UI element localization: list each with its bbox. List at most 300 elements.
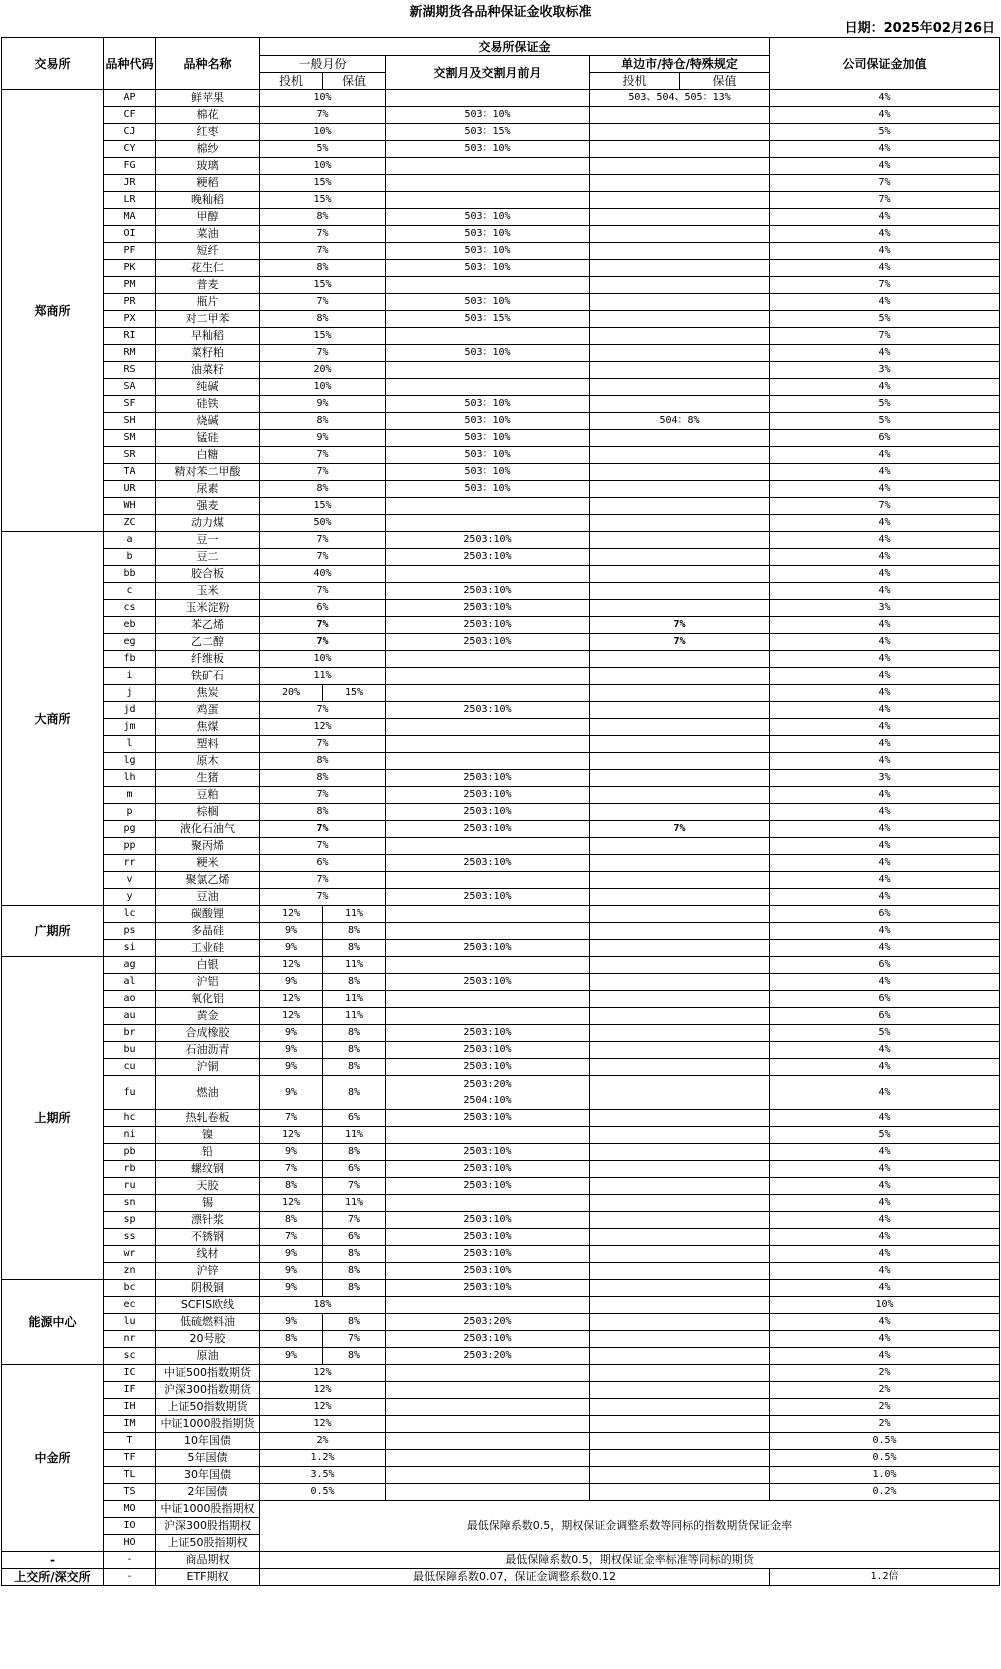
name-cell: 铁矿石 bbox=[156, 668, 260, 685]
table-row bbox=[2, 243, 1000, 260]
delivery-margin-cell: 2503:10% bbox=[386, 1025, 590, 1042]
general-margin-cell: 12% bbox=[260, 1399, 386, 1416]
code-cell: zn bbox=[104, 1263, 156, 1280]
name-cell: 5年国债 bbox=[156, 1450, 260, 1467]
special-margin-cell: 7% bbox=[590, 821, 770, 838]
table-row bbox=[2, 872, 1000, 889]
table-row bbox=[2, 566, 1000, 583]
table-row bbox=[2, 362, 1000, 379]
company-add-cell: 4% bbox=[770, 226, 1000, 243]
special-margin-cell bbox=[590, 464, 770, 481]
table-row bbox=[2, 396, 1000, 413]
code-cell: IF bbox=[104, 1382, 156, 1399]
special-margin-cell bbox=[590, 141, 770, 158]
delivery-margin-cell: 503：10% bbox=[386, 464, 590, 481]
delivery-margin-cell: 503：15% bbox=[386, 311, 590, 328]
name-cell: 尿素 bbox=[156, 481, 260, 498]
delivery-margin-cell bbox=[386, 872, 590, 889]
table-row bbox=[2, 158, 1000, 175]
general-margin-cell: 50% bbox=[260, 515, 386, 532]
name-cell: 中证1000股指期权 bbox=[156, 1501, 260, 1518]
name-cell: 石油沥青 bbox=[156, 1042, 260, 1059]
code-cell: TF bbox=[104, 1450, 156, 1467]
option-note-cell: 最低保障系数0.5，期权保证金调整系数等同标的指数期货保证金率 bbox=[260, 1501, 1000, 1552]
company-add-cell: 4% bbox=[770, 889, 1000, 906]
name-cell: 豆油 bbox=[156, 889, 260, 906]
delivery-margin-cell bbox=[386, 1416, 590, 1433]
special-margin-cell bbox=[590, 379, 770, 396]
special-margin-cell bbox=[590, 787, 770, 804]
spec-margin-cell: 9% bbox=[260, 1025, 323, 1042]
name-cell: 螺纹钢 bbox=[156, 1161, 260, 1178]
table-row bbox=[2, 1552, 1000, 1569]
hedge-margin-cell: 11% bbox=[323, 991, 386, 1008]
name-cell: 铅 bbox=[156, 1144, 260, 1161]
hedge-margin-cell: 8% bbox=[323, 1025, 386, 1042]
table-row bbox=[2, 1246, 1000, 1263]
special-margin-cell bbox=[590, 1263, 770, 1280]
general-margin-cell: 7% bbox=[260, 549, 386, 566]
company-add-cell: 4% bbox=[770, 294, 1000, 311]
company-add-cell: 0.5% bbox=[770, 1450, 1000, 1467]
name-cell: 沪铝 bbox=[156, 974, 260, 991]
name-cell: 合成橡胶 bbox=[156, 1025, 260, 1042]
hedge-margin-cell: 8% bbox=[323, 1263, 386, 1280]
header-code: 品种代码 bbox=[104, 38, 156, 90]
hedge-margin-cell: 7% bbox=[323, 1178, 386, 1195]
company-add-cell: 0.2% bbox=[770, 1484, 1000, 1501]
name-cell: 20号胶 bbox=[156, 1331, 260, 1348]
table-row bbox=[2, 175, 1000, 192]
delivery-line: 2503:20% bbox=[463, 1078, 512, 1090]
code-cell: b bbox=[104, 549, 156, 566]
code-cell: ru bbox=[104, 1178, 156, 1195]
delivery-margin-cell: 2503:10% bbox=[386, 1246, 590, 1263]
general-margin-cell: 6% bbox=[260, 600, 386, 617]
hedge-margin-cell: 8% bbox=[323, 1144, 386, 1161]
name-cell: 苯乙烯 bbox=[156, 617, 260, 634]
general-margin-cell: 7% bbox=[260, 107, 386, 124]
header-exchange: 交易所 bbox=[2, 38, 104, 90]
name-cell: 工业硅 bbox=[156, 940, 260, 957]
delivery-margin-cell bbox=[386, 668, 590, 685]
code-cell: T bbox=[104, 1433, 156, 1450]
table-row bbox=[2, 430, 1000, 447]
table-row bbox=[2, 770, 1000, 787]
company-add-cell: 4% bbox=[770, 379, 1000, 396]
hedge-margin-cell: 8% bbox=[323, 1246, 386, 1263]
special-margin-cell bbox=[590, 1433, 770, 1450]
exchange-cell: 能源中心 bbox=[2, 1280, 104, 1365]
header-spec2: 投机 bbox=[590, 73, 680, 90]
name-cell: 普麦 bbox=[156, 277, 260, 294]
delivery-margin-cell: 503：10% bbox=[386, 447, 590, 464]
delivery-margin-cell: 2503:10% bbox=[386, 804, 590, 821]
delivery-margin-cell: 503：10% bbox=[386, 209, 590, 226]
code-cell: br bbox=[104, 1025, 156, 1042]
header-hedge2: 保值 bbox=[680, 73, 770, 90]
delivery-margin-cell bbox=[386, 1297, 590, 1314]
general-margin-cell: 12% bbox=[260, 1365, 386, 1382]
name-cell: 原油 bbox=[156, 1348, 260, 1365]
name-cell: 胶合板 bbox=[156, 566, 260, 583]
code-cell: rr bbox=[104, 855, 156, 872]
table-row bbox=[2, 1144, 1000, 1161]
delivery-margin-cell: 503：10% bbox=[386, 396, 590, 413]
hedge-margin-cell: 8% bbox=[323, 923, 386, 940]
special-margin-cell bbox=[590, 209, 770, 226]
code-cell: eb bbox=[104, 617, 156, 634]
margin-table bbox=[1, 37, 1000, 1586]
code-cell: SM bbox=[104, 430, 156, 447]
code-cell: a bbox=[104, 532, 156, 549]
name-cell: 短纤 bbox=[156, 243, 260, 260]
delivery-margin-cell bbox=[386, 685, 590, 702]
delivery-margin-cell: 503：10% bbox=[386, 141, 590, 158]
general-margin-cell: 7% bbox=[260, 617, 386, 634]
company-add-cell: 4% bbox=[770, 974, 1000, 991]
code-cell: cu bbox=[104, 1059, 156, 1076]
code-cell: MA bbox=[104, 209, 156, 226]
spec-margin-cell: 12% bbox=[260, 1195, 323, 1212]
company-add-cell: 4% bbox=[770, 107, 1000, 124]
general-margin-cell: 7% bbox=[260, 532, 386, 549]
special-margin-cell bbox=[590, 1127, 770, 1144]
special-margin-cell bbox=[590, 991, 770, 1008]
company-add-cell: 4% bbox=[770, 532, 1000, 549]
general-margin-cell: 7% bbox=[260, 702, 386, 719]
company-add-cell: 4% bbox=[770, 260, 1000, 277]
special-margin-cell bbox=[590, 1042, 770, 1059]
special-margin-cell bbox=[590, 736, 770, 753]
delivery-margin-cell bbox=[386, 175, 590, 192]
name-cell: 原木 bbox=[156, 753, 260, 770]
code-cell: ag bbox=[104, 957, 156, 974]
code-cell: MO bbox=[104, 1501, 156, 1518]
name-cell: 棕榈 bbox=[156, 804, 260, 821]
hedge-margin-cell: 11% bbox=[323, 1195, 386, 1212]
name-cell: 烧碱 bbox=[156, 413, 260, 430]
company-add-cell: 4% bbox=[770, 243, 1000, 260]
table-row bbox=[2, 1433, 1000, 1450]
table-row bbox=[2, 889, 1000, 906]
delivery-margin-cell bbox=[386, 719, 590, 736]
special-margin-cell bbox=[590, 872, 770, 889]
name-cell: 漂针浆 bbox=[156, 1212, 260, 1229]
name-cell: 热轧卷板 bbox=[156, 1110, 260, 1127]
special-margin-cell bbox=[590, 566, 770, 583]
code-cell: IC bbox=[104, 1365, 156, 1382]
company-add-cell: 7% bbox=[770, 277, 1000, 294]
code-cell: RM bbox=[104, 345, 156, 362]
name-cell: 低硫燃料油 bbox=[156, 1314, 260, 1331]
special-margin-cell bbox=[590, 345, 770, 362]
code-cell: RS bbox=[104, 362, 156, 379]
company-add-cell: 4% bbox=[770, 464, 1000, 481]
header-unilateral: 单边市/持仓/特殊规定 bbox=[590, 56, 770, 73]
delivery-margin-cell bbox=[386, 906, 590, 923]
exchange-cell: 广期所 bbox=[2, 906, 104, 957]
company-add-cell: 3% bbox=[770, 600, 1000, 617]
table-row bbox=[2, 753, 1000, 770]
table-row bbox=[2, 515, 1000, 532]
table-row bbox=[2, 651, 1000, 668]
delivery-margin-cell: 2503:10% bbox=[386, 1110, 590, 1127]
table-row bbox=[2, 549, 1000, 566]
special-margin-cell bbox=[590, 1484, 770, 1501]
hedge-margin-cell: 15% bbox=[323, 685, 386, 702]
name-cell: 花生仁 bbox=[156, 260, 260, 277]
company-add-cell: 4% bbox=[770, 141, 1000, 158]
general-margin-cell: 7% bbox=[260, 243, 386, 260]
special-margin-cell bbox=[590, 498, 770, 515]
delivery-margin-cell: 2503:10% bbox=[386, 702, 590, 719]
delivery-margin-cell bbox=[386, 515, 590, 532]
name-cell: 白糖 bbox=[156, 447, 260, 464]
name-cell: 中证1000股指期货 bbox=[156, 1416, 260, 1433]
special-margin-cell bbox=[590, 1314, 770, 1331]
code-cell: jd bbox=[104, 702, 156, 719]
general-margin-cell: 18% bbox=[260, 1297, 386, 1314]
spec-margin-cell: 12% bbox=[260, 1127, 323, 1144]
table-row bbox=[2, 1212, 1000, 1229]
general-margin-cell: 7% bbox=[260, 583, 386, 600]
delivery-margin-cell: 2503:10% bbox=[386, 1280, 590, 1297]
delivery-margin-cell: 2503:10% bbox=[386, 1331, 590, 1348]
spec-margin-cell: 20% bbox=[260, 685, 323, 702]
special-margin-cell bbox=[590, 1212, 770, 1229]
general-margin-cell: 10% bbox=[260, 651, 386, 668]
code-cell: IM bbox=[104, 1416, 156, 1433]
table-row bbox=[2, 702, 1000, 719]
table-row bbox=[2, 940, 1000, 957]
name-cell: 锡 bbox=[156, 1195, 260, 1212]
special-margin-cell bbox=[590, 311, 770, 328]
general-margin-cell: 8% bbox=[260, 770, 386, 787]
special-margin-cell bbox=[590, 668, 770, 685]
company-add-cell: 6% bbox=[770, 991, 1000, 1008]
name-cell: 10年国债 bbox=[156, 1433, 260, 1450]
delivery-margin-cell: 2503:10% bbox=[386, 855, 590, 872]
general-margin-cell: 8% bbox=[260, 311, 386, 328]
table-row bbox=[2, 1161, 1000, 1178]
hedge-margin-cell: 11% bbox=[323, 1008, 386, 1025]
company-add-cell: 4% bbox=[770, 804, 1000, 821]
name-cell: 甲醇 bbox=[156, 209, 260, 226]
delivery-margin-cell: 2503:10% bbox=[386, 634, 590, 651]
date-label: 日期：2025年02月26日 bbox=[844, 21, 995, 36]
exchange-cell: 郑商所 bbox=[2, 90, 104, 532]
delivery-margin-cell: 2503:10% bbox=[386, 1229, 590, 1246]
company-add-cell: 3% bbox=[770, 770, 1000, 787]
delivery-margin-cell: 503：10% bbox=[386, 413, 590, 430]
table-row bbox=[2, 719, 1000, 736]
name-cell: 聚氯乙烯 bbox=[156, 872, 260, 889]
special-margin-cell bbox=[590, 1297, 770, 1314]
company-add-cell: 4% bbox=[770, 549, 1000, 566]
code-cell: p bbox=[104, 804, 156, 821]
code-cell: cs bbox=[104, 600, 156, 617]
code-cell: SA bbox=[104, 379, 156, 396]
hedge-margin-cell: 6% bbox=[323, 1110, 386, 1127]
code-cell: TA bbox=[104, 464, 156, 481]
general-margin-cell: 8% bbox=[260, 209, 386, 226]
delivery-margin-cell bbox=[386, 753, 590, 770]
special-margin-cell bbox=[590, 1450, 770, 1467]
table-row bbox=[2, 532, 1000, 549]
company-add-cell: 4% bbox=[770, 1178, 1000, 1195]
name-cell: 乙二醇 bbox=[156, 634, 260, 651]
name-cell: 瓶片 bbox=[156, 294, 260, 311]
delivery-margin-cell bbox=[386, 1008, 590, 1025]
code-cell: rb bbox=[104, 1161, 156, 1178]
company-add-cell: 0.5% bbox=[770, 1433, 1000, 1450]
special-margin-cell bbox=[590, 957, 770, 974]
name-cell: 氧化铝 bbox=[156, 991, 260, 1008]
table-row bbox=[2, 991, 1000, 1008]
name-cell: SCFIS欧线 bbox=[156, 1297, 260, 1314]
special-margin-cell bbox=[590, 260, 770, 277]
table-row bbox=[2, 1042, 1000, 1059]
general-margin-cell: 7% bbox=[260, 736, 386, 753]
company-add-cell: 4% bbox=[770, 685, 1000, 702]
code-cell: JR bbox=[104, 175, 156, 192]
general-margin-cell: 20% bbox=[260, 362, 386, 379]
code-cell: ec bbox=[104, 1297, 156, 1314]
code-cell: - bbox=[104, 1569, 156, 1586]
spec-margin-cell: 9% bbox=[260, 1059, 323, 1076]
special-margin-cell bbox=[590, 1110, 770, 1127]
table-row bbox=[2, 124, 1000, 141]
spec-margin-cell: 8% bbox=[260, 1331, 323, 1348]
name-cell: 纤维板 bbox=[156, 651, 260, 668]
code-cell: AP bbox=[104, 90, 156, 107]
company-add-cell: 6% bbox=[770, 957, 1000, 974]
company-add-cell: 4% bbox=[770, 1280, 1000, 1297]
table-row bbox=[2, 1314, 1000, 1331]
hedge-margin-cell: 11% bbox=[323, 1127, 386, 1144]
special-margin-cell bbox=[590, 770, 770, 787]
special-margin-cell bbox=[590, 481, 770, 498]
code-cell: PF bbox=[104, 243, 156, 260]
delivery-margin-cell bbox=[386, 498, 590, 515]
special-margin-cell: 7% bbox=[590, 634, 770, 651]
company-add-cell: 10% bbox=[770, 1297, 1000, 1314]
delivery-margin-cell: 2503:10% bbox=[386, 1042, 590, 1059]
company-add-cell: 4% bbox=[770, 702, 1000, 719]
name-cell: 2年国债 bbox=[156, 1484, 260, 1501]
delivery-margin-cell: 2503:10% bbox=[386, 974, 590, 991]
delivery-margin-cell bbox=[386, 277, 590, 294]
table-row bbox=[2, 209, 1000, 226]
company-add-cell: 4% bbox=[770, 753, 1000, 770]
general-margin-cell: 7% bbox=[260, 787, 386, 804]
special-margin-cell bbox=[590, 855, 770, 872]
company-add-cell: 4% bbox=[770, 1161, 1000, 1178]
name-cell: 上证50股指期权 bbox=[156, 1535, 260, 1552]
general-margin-cell: 0.5% bbox=[260, 1484, 386, 1501]
delivery-margin-cell bbox=[386, 923, 590, 940]
general-margin-cell: 15% bbox=[260, 192, 386, 209]
company-add-cell: 4% bbox=[770, 209, 1000, 226]
special-margin-cell bbox=[590, 804, 770, 821]
company-add-cell: 4% bbox=[770, 345, 1000, 362]
table-row bbox=[2, 141, 1000, 158]
table-row bbox=[2, 260, 1000, 277]
hedge-margin-cell: 11% bbox=[323, 906, 386, 923]
company-add-cell: 4% bbox=[770, 1144, 1000, 1161]
name-cell: 沪深300股指期权 bbox=[156, 1518, 260, 1535]
code-cell: WH bbox=[104, 498, 156, 515]
special-margin-cell bbox=[590, 107, 770, 124]
code-cell: y bbox=[104, 889, 156, 906]
general-margin-cell: 9% bbox=[260, 396, 386, 413]
name-cell: 硅铁 bbox=[156, 396, 260, 413]
table-row bbox=[2, 1263, 1000, 1280]
table-row bbox=[2, 1178, 1000, 1195]
name-cell: 早籼稻 bbox=[156, 328, 260, 345]
code-cell: eg bbox=[104, 634, 156, 651]
name-cell: 沪铜 bbox=[156, 1059, 260, 1076]
delivery-margin-cell: 2503:10% bbox=[386, 1263, 590, 1280]
code-cell: al bbox=[104, 974, 156, 991]
hedge-margin-cell: 8% bbox=[323, 940, 386, 957]
delivery-margin-cell: 2503:20% bbox=[386, 1348, 590, 1365]
special-margin-cell bbox=[590, 651, 770, 668]
company-add-cell: 4% bbox=[770, 1042, 1000, 1059]
name-cell: 菜籽粕 bbox=[156, 345, 260, 362]
name-cell: 天胶 bbox=[156, 1178, 260, 1195]
name-cell: 纯碱 bbox=[156, 379, 260, 396]
table-row bbox=[2, 1467, 1000, 1484]
table-row bbox=[2, 90, 1000, 107]
special-margin-cell: 503、504、505：13% bbox=[590, 90, 770, 107]
spec-margin-cell: 12% bbox=[260, 1008, 323, 1025]
name-cell: 棉花 bbox=[156, 107, 260, 124]
special-margin-cell bbox=[590, 940, 770, 957]
delivery-margin-cell bbox=[386, 991, 590, 1008]
company-add-cell: 4% bbox=[770, 1348, 1000, 1365]
delivery-margin-cell: 2503:10% bbox=[386, 1212, 590, 1229]
table-row bbox=[2, 311, 1000, 328]
spec-margin-cell: 7% bbox=[260, 1229, 323, 1246]
name-cell: 沪锌 bbox=[156, 1263, 260, 1280]
name-cell: 豆二 bbox=[156, 549, 260, 566]
delivery-margin-cell: 2503:10% bbox=[386, 1178, 590, 1195]
code-cell: lh bbox=[104, 770, 156, 787]
delivery-margin-cell bbox=[386, 1450, 590, 1467]
spec-margin-cell: 7% bbox=[260, 1110, 323, 1127]
special-margin-cell bbox=[590, 1416, 770, 1433]
special-margin-cell bbox=[590, 1467, 770, 1484]
code-cell: sn bbox=[104, 1195, 156, 1212]
name-cell: 鸡蛋 bbox=[156, 702, 260, 719]
code-cell: fu bbox=[104, 1076, 156, 1110]
table-row bbox=[2, 1025, 1000, 1042]
special-margin-cell bbox=[590, 702, 770, 719]
special-margin-cell bbox=[590, 1008, 770, 1025]
general-margin-cell: 5% bbox=[260, 141, 386, 158]
table-row bbox=[2, 294, 1000, 311]
special-margin-cell bbox=[590, 362, 770, 379]
general-margin-cell: 7% bbox=[260, 872, 386, 889]
delivery-margin-cell: 2503:10% bbox=[386, 532, 590, 549]
company-add-cell: 6% bbox=[770, 430, 1000, 447]
company-add-cell: 4% bbox=[770, 1212, 1000, 1229]
name-cell: 塑料 bbox=[156, 736, 260, 753]
hedge-margin-cell: 8% bbox=[323, 974, 386, 991]
exchange-cell: - bbox=[2, 1552, 104, 1569]
